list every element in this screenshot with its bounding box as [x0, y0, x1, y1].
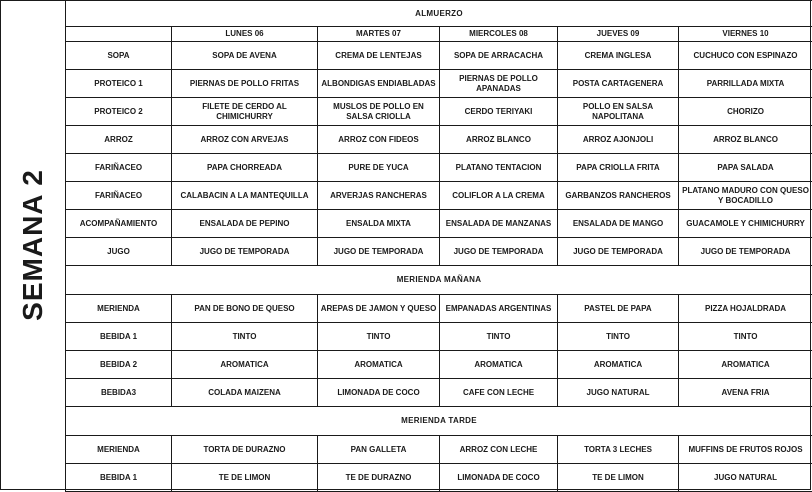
menu-cell: ARROZ CON LECHE	[440, 436, 558, 464]
menu-cell: CALABACIN A LA MANTEQUILLA	[172, 182, 318, 210]
row-label: PROTEICO 1	[66, 70, 172, 98]
menu-row	[66, 98, 812, 126]
row-label: FARIÑACEO	[66, 154, 172, 182]
menu-cell: JUGO DE TEMPORADA	[440, 238, 558, 266]
menu-cell: TINTO	[679, 323, 812, 351]
menu-cell: JUGO DE TEMPORADA	[679, 238, 812, 266]
row-label: JUGO	[66, 238, 172, 266]
day-header: LUNES 06	[172, 27, 318, 42]
menu-table-body	[66, 1, 812, 492]
menu-cell: JUGO DE TEMPORADA	[558, 238, 679, 266]
menu-cell: TINTO	[558, 323, 679, 351]
menu-cell: AREPAS DE JAMON Y QUESO	[318, 295, 440, 323]
menu-cell: ALBONDIGAS ENDIABLADAS	[318, 70, 440, 98]
menu-cell: PURE DE YUCA	[318, 154, 440, 182]
menu-cell: TINTO	[440, 323, 558, 351]
menu-row	[66, 126, 812, 154]
menu-cell: LIMONADA DE COCO	[318, 379, 440, 407]
menu-cell: SOPA DE AVENA	[172, 42, 318, 70]
row-label: ARROZ	[66, 126, 172, 154]
row-label: BEBIDA 2	[66, 351, 172, 379]
menu-cell: AROMATICA	[172, 351, 318, 379]
menu-cell: POSTA CARTAGENERA	[558, 70, 679, 98]
menu-cell: PAN GALLETA	[318, 436, 440, 464]
menu-cell: AROMATICA	[679, 351, 812, 379]
menu-cell: AROMATICA	[440, 351, 558, 379]
row-label: FARIÑACEO	[66, 182, 172, 210]
section-header-row	[66, 1, 812, 27]
menu-cell: PAPA SALADA	[679, 154, 812, 182]
menu-cell: PAN DE BONO DE QUESO	[172, 295, 318, 323]
menu-row	[66, 464, 812, 492]
menu-row	[66, 210, 812, 238]
menu-cell: EMPANADAS ARGENTINAS	[440, 295, 558, 323]
menu-row	[66, 295, 812, 323]
week-label: SEMANA 2	[17, 169, 49, 321]
menu-cell: ARROZ AJONJOLI	[558, 126, 679, 154]
menu-row	[66, 42, 812, 70]
menu-cell: PIZZA HOJALDRADA	[679, 295, 812, 323]
menu-cell: TORTA DE DURAZNO	[172, 436, 318, 464]
menu-cell: ARVERJAS RANCHERAS	[318, 182, 440, 210]
menu-cell: PIERNAS DE POLLO FRITAS	[172, 70, 318, 98]
menu-row	[66, 351, 812, 379]
menu-row	[66, 182, 812, 210]
row-label: PROTEICO 2	[66, 98, 172, 126]
row-label: MERIENDA	[66, 436, 172, 464]
section-title: MERIENDA MAÑANA	[66, 266, 812, 295]
menu-cell: SOPA DE ARRACACHA	[440, 42, 558, 70]
menu-cell: PAPA CHORREADA	[172, 154, 318, 182]
menu-cell: TE DE LIMON	[172, 464, 318, 492]
menu-cell: CREMA INGLESA	[558, 42, 679, 70]
menu-row	[66, 154, 812, 182]
menu-row	[66, 70, 812, 98]
menu-cell: TE DE DURAZNO	[318, 464, 440, 492]
menu-cell: AVENA FRIA	[679, 379, 812, 407]
row-label: BEBIDA3	[66, 379, 172, 407]
row-label: BEBIDA 1	[66, 323, 172, 351]
menu-cell: ARROZ CON FIDEOS	[318, 126, 440, 154]
menu-table	[65, 0, 812, 492]
menu-row	[66, 323, 812, 351]
menu-cell: LIMONADA DE COCO	[440, 464, 558, 492]
day-header: MARTES 07	[318, 27, 440, 42]
menu-cell: TE DE LIMON	[558, 464, 679, 492]
menu-cell: CREMA DE LENTEJAS	[318, 42, 440, 70]
menu-row	[66, 238, 812, 266]
menu-cell: GARBANZOS RANCHEROS	[558, 182, 679, 210]
menu-cell: ARROZ BLANCO	[440, 126, 558, 154]
menu-cell: PLATANO TENTACION	[440, 154, 558, 182]
menu-cell: PLATANO MADURO CON QUESO Y BOCADILLO	[679, 182, 812, 210]
menu-cell: TORTA 3 LECHES	[558, 436, 679, 464]
menu-cell: COLADA MAIZENA	[172, 379, 318, 407]
row-label: ACOMPAÑAMIENTO	[66, 210, 172, 238]
menu-cell: TINTO	[318, 323, 440, 351]
menu-cell: PARRILLADA MIXTA	[679, 70, 812, 98]
menu-cell: AROMATICA	[558, 351, 679, 379]
day-header-blank	[66, 27, 172, 42]
menu-row	[66, 436, 812, 464]
menu-cell: PIERNAS DE POLLO APANADAS	[440, 70, 558, 98]
section-title: ALMUERZO	[66, 1, 812, 27]
menu-cell: CAFE CON LECHE	[440, 379, 558, 407]
menu-cell: MUFFINS DE FRUTOS ROJOS	[679, 436, 812, 464]
day-header: VIERNES 10	[679, 27, 812, 42]
menu-cell: COLIFLOR A LA CREMA	[440, 182, 558, 210]
section-header-row	[66, 266, 812, 295]
section-title: MERIENDA TARDE	[66, 407, 812, 436]
menu-cell: TINTO	[172, 323, 318, 351]
menu-cell: ENSALADA DE PEPINO	[172, 210, 318, 238]
row-label: BEBIDA 1	[66, 464, 172, 492]
menu-cell: AROMATICA	[318, 351, 440, 379]
menu-cell: ENSALADA DE MANZANAS	[440, 210, 558, 238]
menu-cell: PASTEL DE PAPA	[558, 295, 679, 323]
menu-cell: JUGO NATURAL	[558, 379, 679, 407]
menu-cell: CHORIZO	[679, 98, 812, 126]
row-label: SOPA	[66, 42, 172, 70]
week-label-cell	[0, 0, 66, 490]
menu-cell: ENSALADA DE MANGO	[558, 210, 679, 238]
menu-cell: GUACAMOLE Y CHIMICHURRY	[679, 210, 812, 238]
menu-cell: CUCHUCO CON ESPINAZO	[679, 42, 812, 70]
menu-cell: ARROZ BLANCO	[679, 126, 812, 154]
day-header-row	[66, 27, 812, 42]
section-header-row	[66, 407, 812, 436]
menu-cell: ARROZ CON ARVEJAS	[172, 126, 318, 154]
day-header: JUEVES 09	[558, 27, 679, 42]
menu-cell: JUGO NATURAL	[679, 464, 812, 492]
row-label: MERIENDA	[66, 295, 172, 323]
menu-cell: MUSLOS DE POLLO EN SALSA CRIOLLA	[318, 98, 440, 126]
day-header: MIERCOLES 08	[440, 27, 558, 42]
menu-cell: POLLO EN SALSA NAPOLITANA	[558, 98, 679, 126]
menu-cell: JUGO DE TEMPORADA	[318, 238, 440, 266]
menu-cell: PAPA CRIOLLA FRITA	[558, 154, 679, 182]
menu-cell: CERDO TERIYAKI	[440, 98, 558, 126]
menu-cell: JUGO DE TEMPORADA	[172, 238, 318, 266]
menu-cell: ENSALDA MIXTA	[318, 210, 440, 238]
menu-cell: FILETE DE CERDO AL CHIMICHURRY	[172, 98, 318, 126]
menu-row	[66, 379, 812, 407]
